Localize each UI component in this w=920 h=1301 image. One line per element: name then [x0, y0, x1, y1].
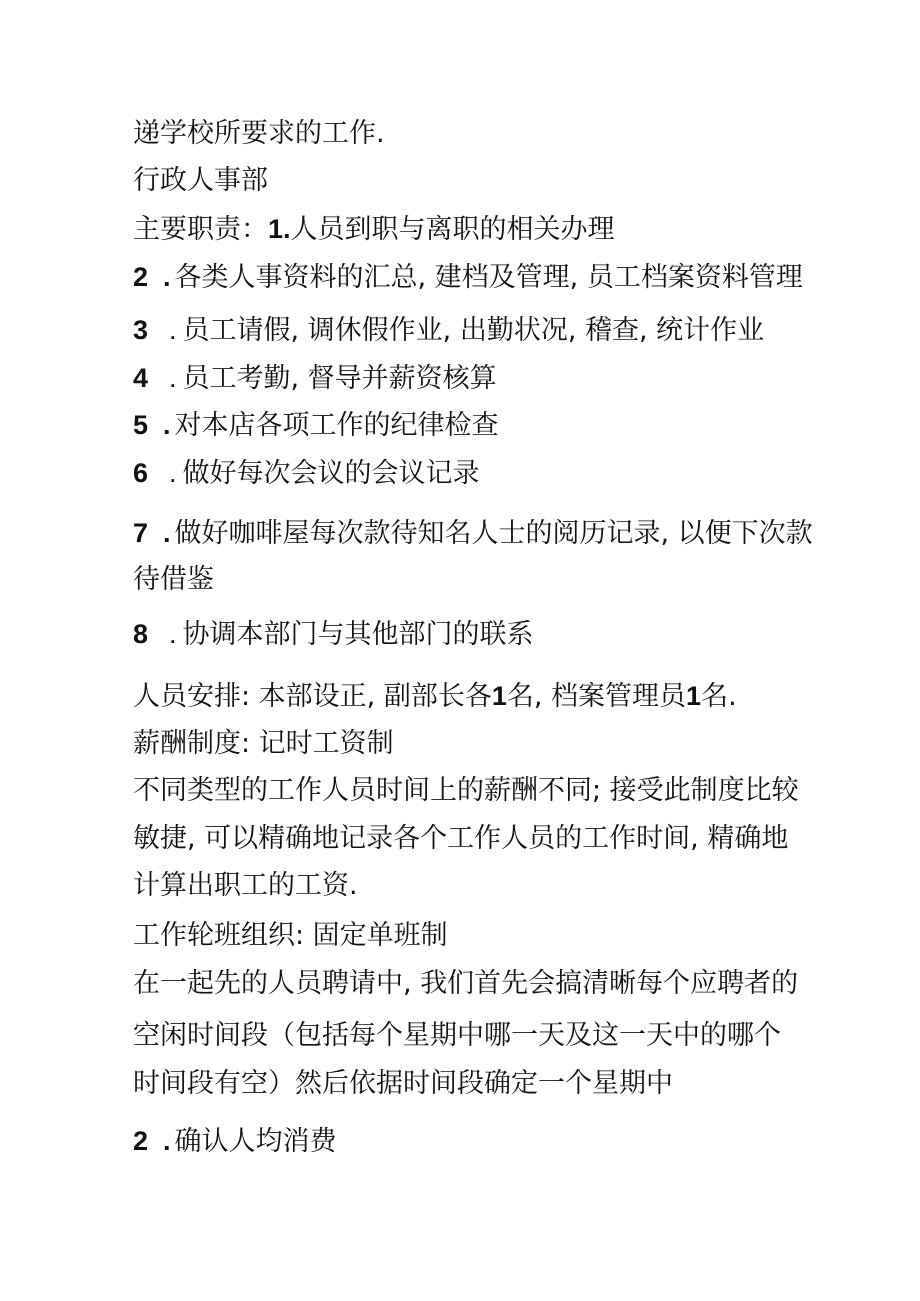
duty-number: 5	[133, 410, 149, 440]
duty-item	[133, 617, 534, 652]
duty-separator: .	[169, 619, 177, 649]
staffing-text: 名, 档案管理员	[506, 681, 687, 712]
duty-number: 2	[133, 262, 149, 292]
shift-paragraph-line: 空闲时间段（包括每个星期中哪一天及这一天中的哪个	[133, 1020, 781, 1051]
duty-text: 协调本部门与其他部门的联系	[182, 619, 534, 650]
duty-item	[133, 260, 803, 295]
duty-item	[133, 516, 813, 551]
staffing-count: 1	[491, 681, 507, 711]
salary-paragraph-line: 敏捷, 可以精确地记录各个工作人员的工作时间, 精确地	[133, 823, 789, 854]
duty-separator: .	[169, 315, 177, 345]
duty-text: 各类人事资料的汇总, 建档及管理, 员工档案资料管理	[174, 262, 803, 293]
duties-first-line	[133, 212, 615, 247]
heading-number: 2	[133, 1126, 149, 1156]
duty-text: 做好咖啡屋每次款待知名人士的阅历记录, 以便下次款	[174, 518, 813, 549]
text-line: 递学校所要求的工作.	[133, 118, 385, 149]
salary-paragraph-line: 计算出职工的工资.	[133, 870, 358, 901]
duty-number: 3	[133, 315, 149, 345]
duty-text: 人员到职与离职的相关办理	[290, 214, 615, 245]
duty-separator: .	[169, 458, 177, 488]
duty-separator: .	[163, 518, 171, 548]
staffing-line	[133, 679, 737, 714]
heading-text: 确认人均消费	[174, 1126, 337, 1157]
duty-number: 1.	[268, 214, 291, 244]
duty-number: 8	[133, 619, 149, 649]
duty-item	[133, 361, 497, 396]
duty-item	[133, 408, 499, 443]
duty-continuation: 待借鉴	[133, 564, 214, 595]
duty-text: 做好每次会议的会议记录	[182, 458, 480, 489]
salary-paragraph-line: 不同类型的工作人员时间上的薪酬不同; 接受此制度比较	[133, 775, 799, 806]
duty-text: 员工请假, 调休假作业, 出勤状况, 稽查, 统计作业	[182, 315, 765, 346]
shift-title: 工作轮班组织: 固定单班制	[133, 920, 448, 951]
duty-number: 4	[133, 363, 149, 393]
duty-separator: .	[163, 410, 171, 440]
numbered-heading	[133, 1124, 337, 1159]
duty-separator: .	[163, 262, 171, 292]
salary-title: 薪酬制度: 记时工资制	[133, 728, 394, 759]
shift-paragraph-line: 在一起先的人员聘请中, 我们首先会搞清晰每个应聘者的	[133, 968, 799, 999]
duty-number: 6	[133, 458, 149, 488]
section-title: 行政人事部	[133, 165, 268, 196]
duties-label: 主要职责：	[133, 214, 268, 245]
duty-text: 对本店各项工作的纪律检查	[174, 410, 499, 441]
duty-text: 员工考勤, 督导并薪资核算	[182, 363, 497, 394]
heading-separator: .	[163, 1126, 171, 1156]
shift-paragraph-line: 时间段有空）然后依据时间段确定一个星期中	[133, 1068, 673, 1099]
staffing-text: 名.	[701, 681, 737, 712]
staffing-count: 1	[686, 681, 702, 711]
duty-item	[133, 313, 764, 348]
duty-item	[133, 456, 480, 491]
duty-separator: .	[169, 363, 177, 393]
staffing-text: 人员安排: 本部设正, 副部长各	[133, 681, 492, 712]
duty-number: 7	[133, 518, 149, 548]
